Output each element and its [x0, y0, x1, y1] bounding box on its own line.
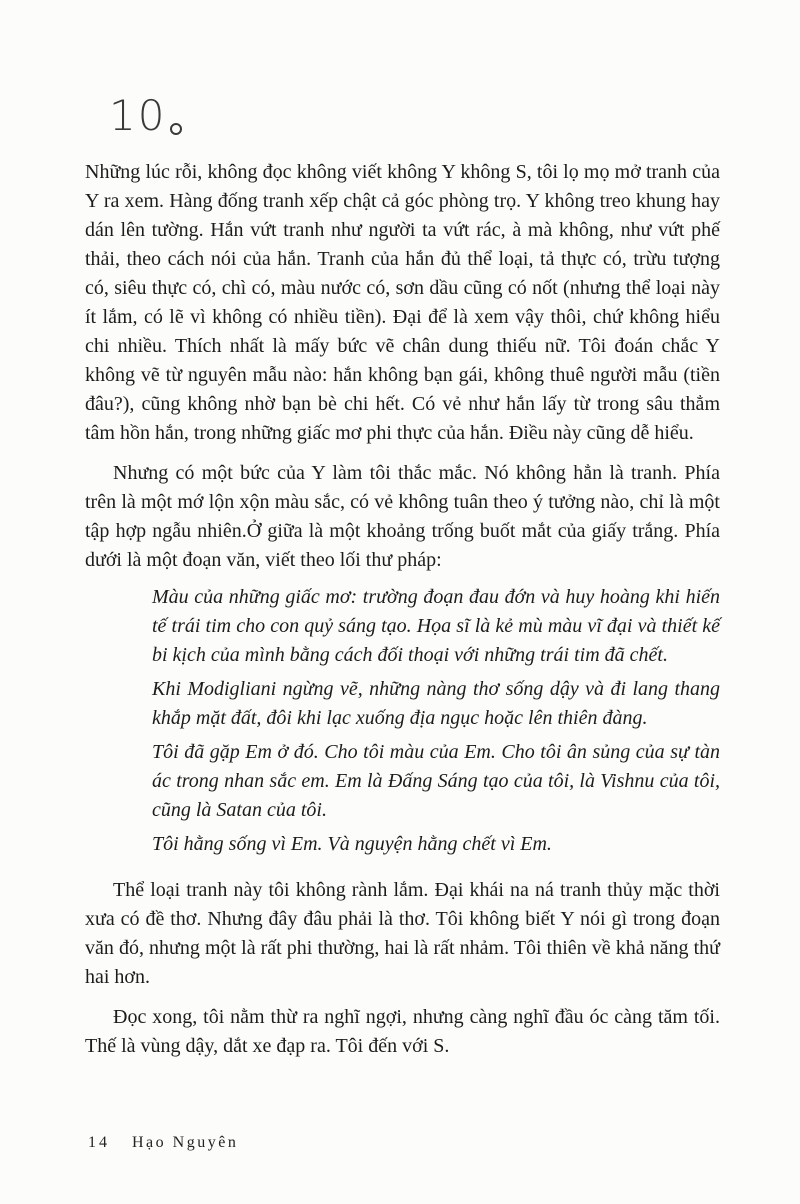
- body-paragraph: Nhưng có một bức của Y làm tôi thắc mắc. Nó không hẳn là tranh. Phía trên là một mớ lộn xộn màu sắc, có vẻ không tuân theo ý tưởng nào, chỉ là một tập hợp ngẫu nhiên.Ở giữa là một khoảng trống buốt mắt của giấy trắng. Phía dưới là một đoạn văn, viết theo lối thư pháp:: [85, 462, 720, 571]
- chapter-period-icon: [170, 123, 182, 135]
- body-paragraph: Những lúc rỗi, không đọc không viết không Y không S, tôi lọ mọ mở tranh của Y ra xem. Hàng đống tranh xếp chật cả góc phòng trọ. Y không treo khung hay dán lên tường. Hắn vứt tranh như người ta vứt rác, à mà không, như vứt phế thải, theo cách nói của hắn. Tranh của hắn đủ thể loại, tả thực có, trừu tượng có, siêu thực có, chì có, màu nước có, sơn dầu cũng có nốt (nhưng thể loại này ít lắm, có lẽ vì không có nhiều tiền). Đại để là xem vậy thôi, chứ không hiểu chi nhiều. Thích nhất là mấy bức vẽ chân dung thiếu nữ. Tôi đoán chắc Y không vẽ từ nguyên mẫu nào: hắn không bạn gái, không thuê người mẫu (tiền đâu?), cũng không nhờ bạn bè chi hết. Có vẻ như hắn lấy từ trong sâu thẳm tâm hồn hắn, trong những giấc mơ phi thực của hắn. Điều này cũng dễ hiểu.: [85, 161, 720, 444]
- page-number: 14: [88, 1134, 110, 1151]
- calligraphy-quote: [152, 583, 720, 859]
- body-paragraph: Đọc xong, tôi nằm thừ ra nghĩ ngợi, nhưng càng nghĩ đầu óc càng tăm tối. Thế là vùng dậy, dắt xe đạp ra. Tôi đến với S.: [85, 1006, 720, 1057]
- quote-paragraph: Tôi đã gặp Em ở đó. Cho tôi màu của Em. Cho tôi ân sủng của sự tàn ác trong nhan sắc em. Em là Đấng Sáng tạo của tôi, là Vishnu của tôi, cũng là Satan của tôi.: [152, 741, 720, 821]
- quote-paragraph: Khi Modigliani ngừng vẽ, những nàng thơ sống dậy và đi lang thang khắp mặt đất, đôi khi lạc xuống địa ngục hoặc lên thiên đàng.: [152, 678, 720, 729]
- page-footer: [88, 1134, 238, 1152]
- quote-paragraph: Tôi hằng sống vì Em. Và nguyện hằng chết vì Em.: [152, 833, 552, 855]
- chapter-heading: [109, 86, 720, 138]
- author-name: Hạo Nguyên: [132, 1134, 239, 1151]
- body-text: [85, 158, 720, 1061]
- quote-paragraph: Màu của những giấc mơ: trường đoạn đau đớn và huy hoàng khi hiến tế trái tim cho con quỷ sáng tạo. Họa sĩ là kẻ mù màu vĩ đại và thiết kế bi kịch của mình bằng cách đối thoại với những trái tim đã chết.: [152, 586, 720, 666]
- body-paragraph: Thể loại tranh này tôi không rành lắm. Đại khái na ná tranh thủy mặc thời xưa có đề thơ. Nhưng đây đâu phải là thơ. Tôi không biết Y nói gì trong đoạn văn đó, nhưng một là rất phi thường, hai là rất nhảm. Tôi thiên về khả năng thứ hai hơn.: [85, 879, 720, 988]
- chapter-number: 10: [109, 91, 167, 140]
